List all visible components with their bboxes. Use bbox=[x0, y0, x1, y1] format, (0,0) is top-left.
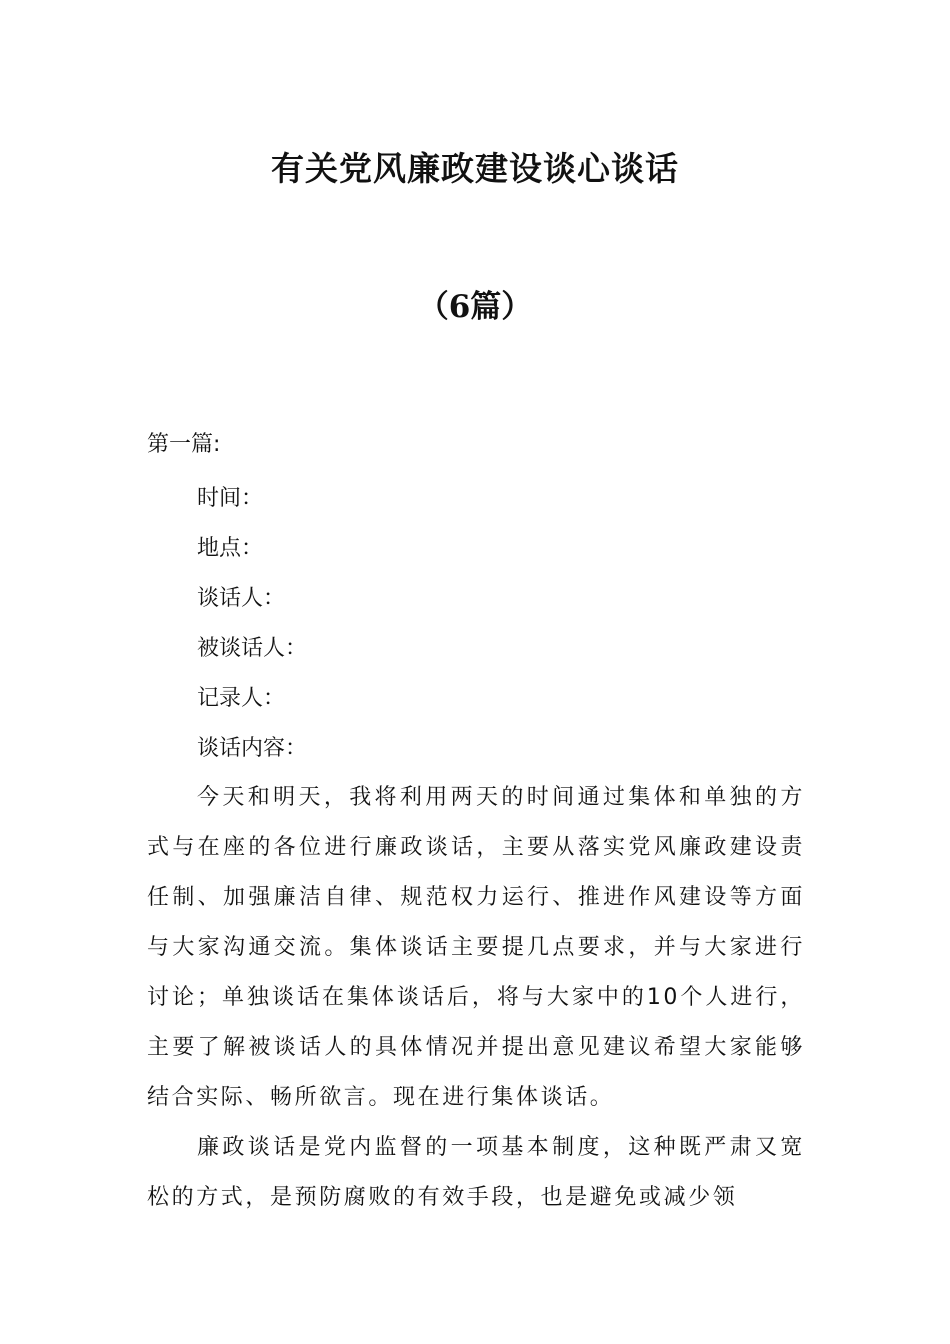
field-location: 地点： bbox=[197, 536, 264, 561]
paragraph-2: 廉政谈话是党内监督的一项基本制度，这种既严肃又宽松的方式，是预防腐败的有效手段，也是避免或减少领 bbox=[147, 1135, 805, 1210]
section-label: 第一篇: bbox=[147, 432, 221, 457]
document-subtitle: （6篇） bbox=[417, 289, 533, 325]
paragraph-1: 今天和明天，我将利用两天的时间通过集体和单独的方式与在座的各位进行廉政谈话，主要从落实党风廉政建设责任制、加强廉洁自律、规范权力运行、推进作风建设等方面与大家沟通交流。集体谈话主要提几点要求，并与大家进行讨论；单独谈话在集体谈话后，将与大家中的10个人进行，主要了解被谈话人的具体情况并提出意见建议希望大家能够结合实际、畅所欲言。现在进行集体谈话。 bbox=[147, 785, 805, 1110]
field-interviewee: 被谈话人： bbox=[197, 636, 308, 661]
document-title: 有关党风廉政建设谈心谈话 bbox=[271, 149, 679, 188]
field-recorder: 记录人： bbox=[197, 686, 286, 711]
field-content: 谈话内容： bbox=[197, 736, 308, 761]
field-interviewer: 谈话人： bbox=[197, 586, 286, 611]
field-time: 时间： bbox=[197, 486, 264, 511]
